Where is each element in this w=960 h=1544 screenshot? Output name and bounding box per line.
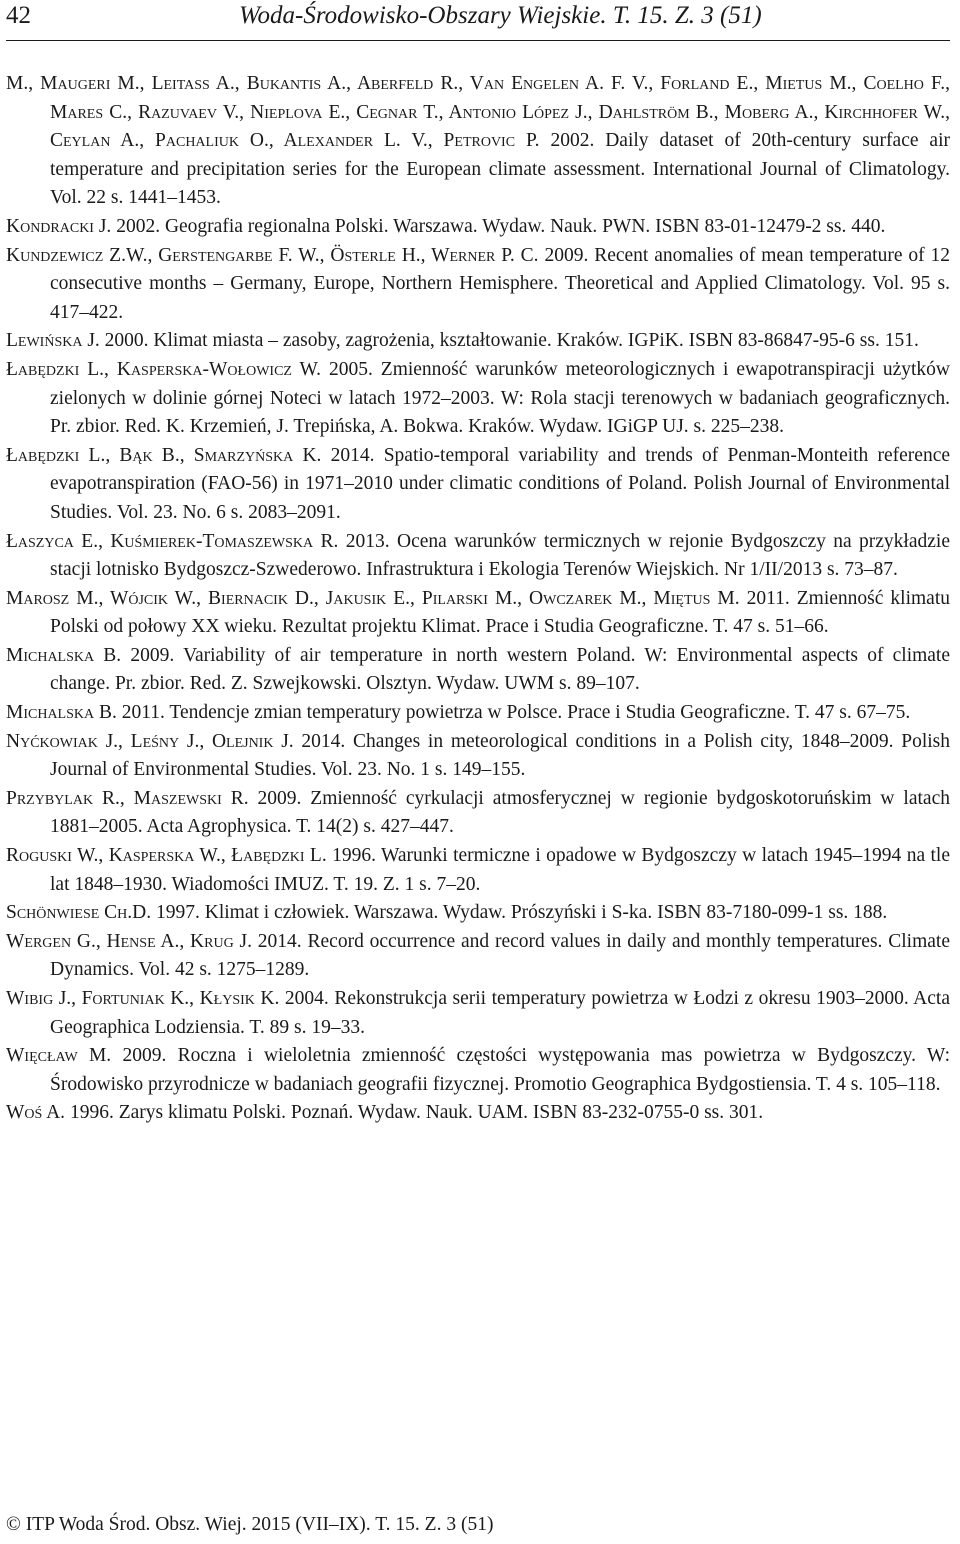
reference-entry [6,785,950,842]
header-rule [6,40,950,41]
reference-details: 2005. Zmienność warunków meteorologicznych i ewapotranspiracji użytków zielonych w dolinie górnej Noteci w latach 1972–2003. W: Rola stacji terenowych w badaniach geograficznych. Pr. zbior. Red. K. Krzemień, J. Trepińska, A. Bokwa. Kraków. Wydaw. IGiGP UJ. s. 225–238. [50,358,951,438]
reference-details: 2014. Spatio-temporal variability and trends of Penman-Monteith reference evapotranspiration (FAO-56) in 1971–2010 under climatic conditions of Poland. Polish Journal of Environmental Studies. Vol. 23. No. 6 s. 2083–2091. [50,444,951,523]
reference-details: 2011. Zmienność klimatu Polski od połowy XX wieku. Rezultat projektu Klimat. Prace i Studia Geograficzne. T. 47 s. 51–66. [50,587,950,638]
reference-entry [6,528,950,585]
reference-details: 2002. Geografia regionalna Polski. Warszawa. Wydaw. Nauk. PWN. ISBN 83-01-12479-2 ss. 440. [111,215,886,237]
reference-authors: Nyćkowiak J., Leśny J., Olejnik J. [6,730,294,752]
reference-authors: Michalska B. [6,702,117,724]
reference-authors: Wibig J., Fortuniak K., Kłysik K. [6,988,280,1009]
reference-details: 2009. Zmienność cyrkulacji atmosferycznej w regionie bydgoskotoruńskim w latach 1881–2005. Acta Agrophysica. T. 14(2) s. 427–447. [50,787,950,838]
reference-entry [6,1042,950,1099]
reference-entry [6,642,950,699]
reference-entry [6,899,950,928]
page-number: 42 [6,2,31,29]
reference-details: 1997. Klimat i człowiek. Warszawa. Wydaw. Prószyński i S-ka. ISBN 83-7180-099-1 ss. 188. [151,902,888,924]
reference-details: 2009. Variability of air temperature in north western Poland. W: Environmental aspects of climate change. Pr. zbior. Red. Z. Szwejkowski. Olsztyn. Wydaw. UWM s. 89–107. [50,644,951,695]
reference-authors: Kundzewicz Z.W., Gerstengarbe F. W., Österle H., Werner P. C. [6,244,539,266]
reference-entry [6,985,950,1042]
reference-authors: Przybylak R., Maszewski R. [6,787,249,809]
reference-authors: Marosz M., Wójcik W., Biernacik D., Jakusik E., Pilarski M., Owczarek M., Miętus M. [6,587,740,609]
reference-entry [6,356,950,442]
reference-entry [6,585,950,642]
reference-entry [6,70,950,213]
reference-authors: Michalska B. [6,644,122,666]
reference-entry [6,1099,950,1128]
reference-entry [6,928,950,985]
reference-details: 2004. Rekonstrukcja serii temperatury powietrza w Łodzi z okresu 1903–2000. Acta Geographica Lodziensia. T. 89 s. 19–33. [50,988,950,1038]
reference-entry [6,442,950,528]
reference-authors: Łabędzki L., Bąk B., Smarzyńska K. [6,444,322,466]
reference-authors: Woś A. [6,1102,66,1124]
reference-details: 1996. Zarys klimatu Polski. Poznań. Wydaw. Nauk. UAM. ISBN 83-232-0755-0 ss. 301. [65,1102,764,1124]
reference-authors: Roguski W., Kasperska W., Łabędzki L. [6,845,327,867]
reference-authors: Więcław M. [6,1045,112,1067]
reference-details: 2002. Daily dataset of 20th-century surface air temperature and precipitation series for the European climate assessment. International Journal of Climatology. Vol. 22 s. 1441–1453. [50,130,950,209]
reference-authors: Łabędzki L., Kasperska-Wołowicz W. [6,358,322,380]
reference-details: 2009. Roczna i wieloletnia zmienność częstości występowania mas powietrza w Bydgoszczy. W: Środowisko przyrodnicze w badaniach geografii fizycznej. Promotio Geographica Bydgostiensia. T. 4 s. 105–118. [50,1045,950,1095]
journal-title: Woda-Środowisko-Obszary Wiejskie. T. 15. Z. 3 (51) [239,2,762,29]
reference-entry [6,327,950,356]
reference-authors: Wergen G., Hense A., Krug J. [6,930,252,952]
reference-details: 2013. Ocena warunków termicznych w rejonie Bydgoszczy na przykładzie stacji lotnisko Bydgoszcz-Szwederowo. Infrastruktura i Ekologia Terenów Wiejskich. Nr 1/II/2013 s. 73–87. [50,530,950,581]
reference-list [6,70,950,1128]
copyright-footer: © ITP Woda Środ. Obsz. Wiej. 2015 (VII–IX). T. 15. Z. 3 (51) [6,1514,494,1535]
reference-details: 2009. Recent anomalies of mean temperature of 12 consecutive months – Germany, Europe, Northern Hemisphere. Theoretical and Applied Climatology. Vol. 95 s. 417–422. [50,244,950,323]
reference-entry [6,842,950,899]
reference-authors: Schönwiese Ch.D. [6,902,152,924]
reference-entry [6,699,950,728]
reference-details: 2011. Tendencje zmian temperatury powietrza w Polsce. Prace i Studia Geograficzne. T. 47 s. 67–75. [116,702,911,724]
reference-entry [6,242,950,328]
reference-entry [6,213,950,242]
reference-authors: Kondracki J. [6,215,112,237]
reference-details: 2000. Klimat miasta – zasoby, zagrożenia, kształtowanie. Kraków. IGPiK. ISBN 83-86847-95-6 ss. 151. [99,330,919,352]
reference-details: 2014. Changes in meteorological conditions in a Polish city, 1848–2009. Polish Journal of Environmental Studies. Vol. 23. No. 1 s. 149–155. [50,730,951,781]
reference-authors: Łaszyca E., Kuśmierek-Tomaszewska R. [6,530,339,552]
reference-authors: Lewińska J. [6,330,100,352]
reference-authors: M., Maugeri M., Leitass A., Bukantis A., Aberfeld R., Van Engelen A. F. V., Forland E., Mietus M., Coelho F., Mares C., Razuvaev V., Nieplova E., Cegnar T., Antonio López J., Dahlström B., Moberg A., Kirchhofer W., Ceylan A., Pachaliuk O., Alexander L. V., Petrovic P. [6,73,950,152]
running-header [6,2,950,42]
reference-details: 2014. Record occurrence and record values in daily and monthly temperatures. Climate Dynamics. Vol. 42 s. 1275–1289. [50,930,950,981]
reference-entry [6,728,950,785]
reference-details: 1996. Warunki termiczne i opadowe w Bydgoszczy w latach 1945–1994 na tle lat 1848–1930. Wiadomości IMUZ. T. 19. Z. 1 s. 7–20. [50,845,950,895]
